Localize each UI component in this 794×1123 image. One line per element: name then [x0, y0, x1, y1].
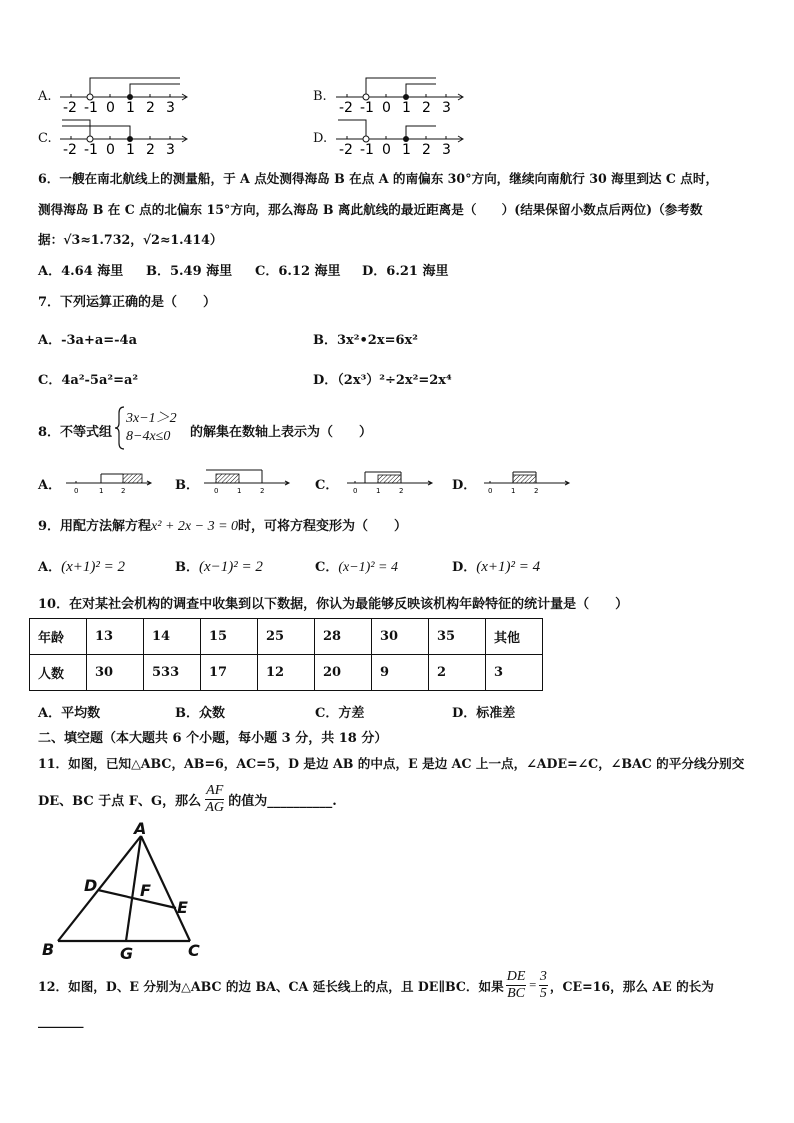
tick-label: 2 — [146, 142, 155, 156]
q5-option-c-letter[interactable]: C. — [38, 131, 52, 146]
q6-option-c[interactable]: C．6.12 海里 — [255, 264, 341, 279]
q12-answer-blank[interactable]: _______ — [38, 1014, 84, 1029]
triangle-abc — [58, 836, 190, 941]
q11-fraction — [205, 783, 224, 816]
q5-number-line-d — [334, 116, 466, 156]
point-label-b: B — [42, 940, 55, 959]
q6-option-d[interactable]: D．6.21 海里 — [362, 264, 449, 279]
tick-label: 0 — [488, 487, 493, 494]
tick-label: 1 — [376, 487, 381, 494]
tick-label: 0 — [74, 487, 79, 494]
tick-label: 1 — [511, 487, 516, 494]
table-cell: 12 — [258, 655, 315, 691]
tick-label: 0 — [106, 100, 115, 114]
table-row — [30, 619, 543, 655]
tick-label: -2 — [339, 142, 353, 156]
q9-option-a-letter: A． — [38, 560, 62, 575]
q12-fraction2-denominator: 5 — [539, 985, 547, 1001]
q11-stem-suffix[interactable]: 的值为__________. — [228, 793, 337, 809]
table-cell: 28 — [315, 619, 372, 655]
tick-label: 3 — [166, 100, 175, 114]
tick-label: -2 — [63, 100, 77, 114]
tick-label: 0 — [353, 487, 358, 494]
q11-stem-line-2 — [38, 779, 337, 819]
point-label-e: E — [177, 898, 188, 917]
table-cell: 15 — [201, 619, 258, 655]
q8-option-c-letter[interactable]: C． — [315, 478, 339, 493]
q12-equals-sign: = — [528, 977, 537, 992]
table-cell: 年龄 — [30, 619, 87, 655]
q8-stem-suffix: 的解集在数轴上表示为（ ） — [190, 425, 373, 440]
table-cell: 533 — [144, 655, 201, 691]
left-brace-icon — [114, 405, 126, 451]
q9-option-a-expr: (x+1)² = 2 — [61, 559, 125, 575]
table-cell: 3 — [486, 655, 543, 691]
tick-label: 2 — [422, 100, 431, 114]
q12-stem-suffix: ，CE=16，那么 AE 的长为 — [549, 978, 714, 994]
table-cell: 30 — [87, 655, 144, 691]
q7-option-a[interactable]: A．-3a+a=-4a — [38, 333, 138, 348]
q10-option-c[interactable]: C．方差 — [315, 706, 365, 721]
point-label-d: D — [84, 876, 98, 895]
q9-equation: x² + 2x − 3 = 0 — [151, 519, 239, 534]
q9-stem — [38, 515, 407, 535]
q7-option-b[interactable]: B．3x²•2x=6x² — [313, 333, 418, 348]
q10-option-b[interactable]: B．众数 — [175, 706, 225, 721]
q9-option-d-letter: D． — [452, 560, 477, 575]
tick-label: 0 — [214, 487, 219, 494]
table-cell: 13 — [87, 619, 144, 655]
q8-inequality-2: 8−4x≤0 — [126, 429, 171, 444]
q9-option-c-expr: (x−1)² = 4 — [338, 560, 398, 575]
table-cell: 20 — [315, 655, 372, 691]
q8-number-line-b — [200, 466, 295, 494]
point-label-c: C — [188, 941, 200, 960]
tick-label: 1 — [99, 487, 104, 494]
q6-option-b[interactable]: B．5.49 海里 — [146, 264, 233, 279]
tick-label: 0 — [382, 142, 391, 156]
q5-number-line-a — [58, 74, 190, 114]
table-cell: 17 — [201, 655, 258, 691]
q5-option-a-letter[interactable]: A. — [38, 89, 52, 104]
tick-label: -1 — [360, 142, 374, 156]
q11-triangle-figure — [36, 820, 216, 966]
q12-fraction-de-bc — [506, 969, 527, 1002]
q8-option-a-letter[interactable]: A． — [38, 478, 62, 493]
q7-option-d[interactable]: D．（2x³）²÷2x²=2x⁴ — [313, 373, 452, 388]
q11-fraction-denominator: AG — [205, 799, 225, 815]
q9-option-c[interactable] — [315, 556, 398, 576]
q7-option-c[interactable]: C．4a²-5a²=a² — [38, 373, 139, 388]
q6-stem-line-2: 测得海岛 B 在 C 点的北偏东 15°方向，那么海岛 B 离此航线的最近距离是（ ）(结果保留小数点后两位)（参考数 — [38, 202, 703, 217]
table-cell: 14 — [144, 619, 201, 655]
q8-inequality-1: 3x−1＞2 — [126, 411, 177, 426]
tick-label: 2 — [422, 142, 431, 156]
section-heading-fill-in: 二、填空题（本大题共 6 个小题，每小题 3 分，共 18 分） — [38, 731, 388, 746]
q12-fraction2-numerator: 3 — [539, 968, 547, 984]
q12-fraction-numerator: DE — [506, 968, 526, 984]
tick-label: -2 — [63, 142, 77, 156]
tick-label: -1 — [360, 100, 374, 114]
tick-label: 1 — [237, 487, 242, 494]
q11-stem-line-1: 11．如图，已知△ABC，AB=6，AC=5，D 是边 AB 的中点，E 是边 AC 上一点，∠ADE=∠C，∠BAC 的平分线分别交 — [38, 756, 745, 771]
q5-number-line-c — [58, 116, 190, 156]
tick-label: 2 — [399, 487, 404, 494]
tick-label: 0 — [382, 100, 391, 114]
q5-number-line-b — [334, 74, 466, 114]
table-cell: 人数 — [30, 655, 87, 691]
q12-fraction-three-fifths — [539, 969, 548, 1002]
q11-stem-prefix: DE、BC 于点 F、G，那么 — [38, 793, 202, 809]
q10-data-table — [29, 618, 543, 691]
tick-label: 2 — [146, 100, 155, 114]
tick-label: 2 — [534, 487, 539, 494]
tick-label: 3 — [166, 142, 175, 156]
q6-sqrt2: √2≈1.414） — [142, 232, 223, 247]
q9-option-d-expr: (x+1)² = 4 — [476, 559, 541, 575]
q8-number-line-d — [480, 468, 575, 494]
table-cell: 35 — [429, 619, 486, 655]
q5-option-d-letter[interactable]: D. — [313, 131, 328, 146]
tick-label: 0 — [106, 142, 115, 156]
tick-label: 2 — [260, 487, 265, 494]
q9-stem-prefix: 9．用配方法解方程 — [38, 519, 152, 534]
q10-option-a[interactable]: A．平均数 — [38, 706, 101, 721]
q6-option-a[interactable]: A．4.64 海里 — [38, 264, 124, 279]
q9-option-a[interactable] — [38, 556, 125, 576]
table-cell: 2 — [429, 655, 486, 691]
tick-label: -1 — [84, 100, 98, 114]
table-cell: 25 — [258, 619, 315, 655]
q12-stem-prefix: 12．如图， — [38, 978, 106, 994]
point-label-g: G — [120, 944, 134, 963]
q8-option-b-letter[interactable]: B． — [175, 478, 199, 493]
q9-option-b-expr: (x−1)² = 2 — [199, 559, 263, 575]
q7-stem: 7．下列运算正确的是（ ） — [38, 295, 217, 310]
q6-stem-line-1: 6．一艘在南北航线上的测量船，于 A 点处测得海岛 B 在点 A 的南偏东 30°方向，继续向南航行 30 海里到达 C 点时， — [38, 171, 719, 186]
q8-option-d-letter[interactable]: D． — [452, 478, 477, 493]
q8-number-line-a — [62, 468, 157, 494]
point-label-f: F — [140, 881, 151, 900]
q12-fraction-denominator: BC — [507, 985, 525, 1001]
tick-label: 3 — [442, 100, 451, 114]
q11-fraction-numerator: AF — [206, 782, 224, 798]
q6-reference-prefix: 据： — [38, 232, 64, 247]
q10-option-d[interactable]: D．标准差 — [452, 706, 516, 721]
table-row — [30, 655, 543, 691]
q12-stem-line-1 — [38, 965, 714, 1005]
q8-number-line-c — [343, 468, 438, 494]
q5-option-b-letter[interactable]: B. — [313, 89, 327, 104]
tick-label: -2 — [339, 100, 353, 114]
tick-label: 1 — [126, 100, 135, 114]
q9-option-b-letter: B． — [175, 560, 199, 575]
table-cell: 其他 — [486, 619, 543, 655]
q9-option-c-letter: C． — [315, 560, 339, 575]
q12-stem-middle: D、E 分别为△ABC 的边 BA、CA 延长线上的点，且 DE∥BC．如果 — [105, 978, 504, 994]
tick-label: 1 — [402, 100, 411, 114]
q9-option-d[interactable] — [452, 556, 540, 576]
table-cell: 9 — [372, 655, 429, 691]
tick-label: -1 — [84, 142, 98, 156]
q6-sqrt3: √3≈1.732， — [63, 232, 143, 247]
table-cell: 30 — [372, 619, 429, 655]
q10-stem: 10．在对某社会机构的调查中收集到以下数据，你认为最能够反映该机构年龄特征的统计量是（ ） — [38, 597, 629, 612]
tick-label: 2 — [121, 487, 126, 494]
tick-label: 1 — [402, 142, 411, 156]
q9-option-b[interactable] — [175, 556, 263, 576]
tick-label: 1 — [126, 142, 135, 156]
q9-stem-suffix: 时，可将方程变形为（ ） — [238, 519, 408, 534]
q8-stem-prefix: 8．不等式组 — [38, 425, 113, 440]
tick-label: 3 — [442, 142, 451, 156]
point-label-a: A — [134, 820, 147, 838]
q6-stem-line-3 — [38, 229, 222, 248]
